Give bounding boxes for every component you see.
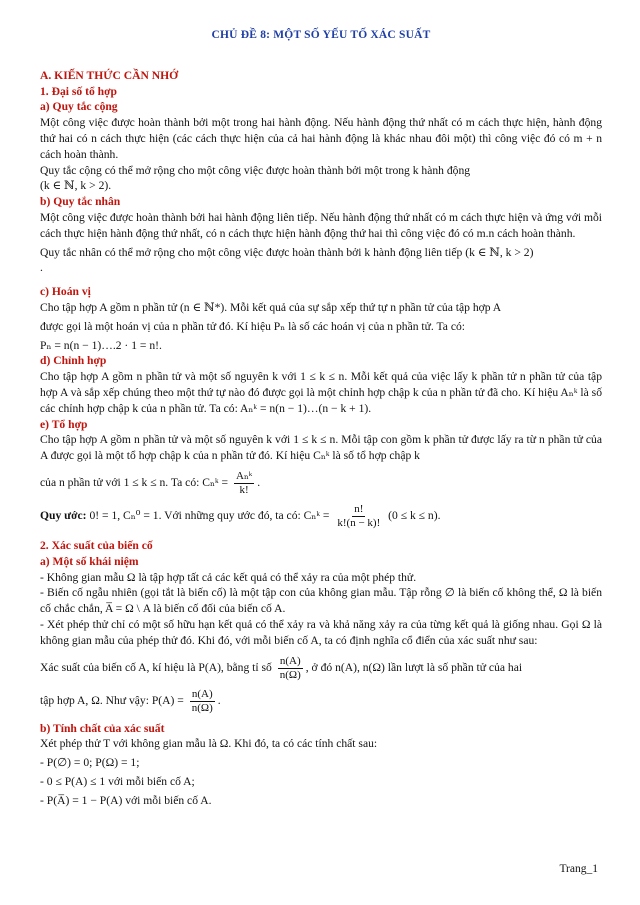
section-1-heading: 1. Đại số tổ hợp <box>40 84 117 98</box>
section-2-heading: 2. Xác suất của biến cố <box>40 538 153 552</box>
quy-tac-cong-extension: Quy tắc cộng có thể mở rộng cho một công việc được hoàn thành bởi một trong k hành động <box>40 163 471 177</box>
quy-tac-nhan-heading: b) Quy tắc nhân <box>40 195 121 209</box>
page-number: Trang_1 <box>559 863 598 875</box>
khai-niem-heading: a) Một số khái niệm <box>40 554 139 568</box>
hoan-vi-heading: c) Hoán vị <box>40 285 91 299</box>
tinh-chat-item-3: - P(A̅) = 1 − P(A) với mỗi biến cố A. <box>40 793 212 807</box>
to-hop-fraction-numerator: Aₙᵏ <box>236 469 253 482</box>
section-a-heading: A. KIẾN THỨC CẦN NHỚ <box>40 68 179 82</box>
quy-tac-nhan-extension: Quy tắc nhân có thể mở rộng cho một công việc được hoàn thành bởi k hành động liên tiếp (k ∈ ℕ, k > 2) <box>40 245 534 259</box>
xac-suat-formula-fraction <box>190 688 215 715</box>
xac-suat-formula-denominator: n(Ω) <box>191 701 213 714</box>
to-hop-formula-end: . <box>257 476 261 490</box>
tinh-chat-heading: b) Tính chất của xác suất <box>40 721 165 735</box>
convention-text: 0! = 1, Cₙ⁰ = 1. Với những quy ước đó, ta có: Cₙᵏ = <box>89 509 330 523</box>
to-hop-formula-line <box>40 470 602 497</box>
to-hop-heading: e) Tổ hợp <box>40 417 88 431</box>
convention-fraction <box>335 503 382 530</box>
xac-suat-definition-end: , ở đó n(A), n(Ω) lần lượt là số phần tử của hai <box>305 660 523 674</box>
convention-line <box>40 503 602 530</box>
hoan-vi-formula: Pₙ = n(n − 1)….2 · 1 = n!. <box>40 338 162 352</box>
to-hop-fraction-denominator: k! <box>239 483 249 496</box>
xac-suat-formula-line <box>40 688 602 715</box>
page-title: CHỦ ĐỀ 8: MỘT SỐ YẾU TỐ XÁC SUẤT <box>211 29 431 41</box>
xac-suat-fraction-numerator: n(A) <box>279 654 301 667</box>
tinh-chat-intro: Xét phép thử T với không gian mẫu là Ω. Khi đó, ta có các tính chất sau: <box>40 737 378 751</box>
xac-suat-formula-numerator: n(A) <box>191 687 213 700</box>
convention-condition: (0 ≤ k ≤ n). <box>388 509 441 523</box>
convention-label: Quy ước: <box>40 509 87 523</box>
khai-niem-item-3: - Xét phép thử chỉ có một số hữu hạn kết quả có thể xảy ra và khả năng xảy ra của từng kết quả là giống nhau. Gọi Ω là không gian mẫu của phép thử đó. Khi đó, với mỗi biến cố A, ta có định nghĩa cổ điển của xác suất như sau: <box>40 617 602 647</box>
convention-fraction-numerator: n! <box>354 502 364 515</box>
quy-tac-cong-paragraph: Một công việc được hoàn thành bởi một trong hai hành động. Nếu hành động thứ nhất có m cách thực hiện, hành động thứ hai có n cách thực hiện (các cách thực hiện của cả hai hành động là khác nhau đôi một) thì công việc đó có m + n cách hoàn thành. <box>40 116 602 161</box>
hoan-vi-paragraph-1: Cho tập hợp A gồm n phần tử (n ∈ ℕ*). Mỗi kết quả của sự sắp xếp thứ tự n phần tử của tập hợp A <box>40 300 502 314</box>
to-hop-paragraph: Cho tập hợp A gồm n phần tử và một số nguyên k với 1 ≤ k ≤ n. Mỗi tập con gồm k phần tử được lấy ra từ n phần tử của A được gọi là một tổ hợp chập k của n phần tử đó. Kí hiệu Cₙᵏ là số tổ hợp chập k <box>40 433 602 463</box>
chinh-hop-paragraph: Cho tập hợp A gồm n phần tử và một số nguyên k với 1 ≤ k ≤ n. Mỗi kết quả của việc lấy k phần tử n phần tử của tập hợp A và sắp xếp chúng theo một thứ tự nào đó được gọi là một chỉnh hợp chập k của n phần tử đã cho. Kí hiệu Aₙᵏ là số các chỉnh hợp chập k của n phần tử. Ta có: Aₙᵏ = n(n − 1)…(n − k + 1). <box>40 370 602 415</box>
quy-tac-cong-condition: (k ∈ ℕ, k > 2). <box>40 179 112 193</box>
xac-suat-definition-line <box>40 655 602 682</box>
quy-tac-cong-heading: a) Quy tắc cộng <box>40 100 118 114</box>
xac-suat-formula-end: . <box>217 693 221 707</box>
xac-suat-formula-text: tập hợp A, Ω. Như vậy: P(A) = <box>40 693 184 707</box>
hoan-vi-paragraph-2: được gọi là một hoán vị của n phần tử đó. Kí hiệu Pₙ là số các hoán vị của n phần tử. Ta có: <box>40 319 465 333</box>
tinh-chat-item-1: - P(∅) = 0; P(Ω) = 1; <box>40 756 140 770</box>
xac-suat-fraction <box>278 655 303 682</box>
khai-niem-item-2: - Biến cố ngẫu nhiên (gọi tắt là biến cố) là một tập con của không gian mẫu. Tập rỗng ∅ là biến cố không thể, Ω là biến cố chắc chắn, A̅ = Ω \ A là biến cố đối của biến cố A. <box>40 586 602 616</box>
convention-fraction-denominator: k!(n − k)! <box>337 516 381 529</box>
tinh-chat-item-2: - 0 ≤ P(A) ≤ 1 với mỗi biến cố A; <box>40 774 195 788</box>
quy-tac-nhan-paragraph: Một công việc được hoàn thành bởi hai hành động liên tiếp. Nếu hành động thứ nhất có m cách thực hiện và ứng với mỗi cách thực hiện hành động thứ nhất, có n cách thực hiện hành động thứ hai thì công việc đó có m.n cách hoàn thành. <box>40 210 602 240</box>
to-hop-fraction <box>234 470 254 497</box>
xac-suat-definition-text: Xác suất của biến cố A, kí hiệu là P(A), bằng tỉ số <box>40 660 272 674</box>
to-hop-formula-text: của n phần tử với 1 ≤ k ≤ n. Ta có: Cₙᵏ = <box>40 476 229 490</box>
chinh-hop-heading: d) Chỉnh hợp <box>40 354 107 368</box>
quy-tac-nhan-dot: . <box>40 261 43 275</box>
xac-suat-fraction-denominator: n(Ω) <box>279 668 301 681</box>
khai-niem-item-1: - Không gian mẫu Ω là tập hợp tất cả các kết quả có thể xảy ra của một phép thử. <box>40 570 417 584</box>
